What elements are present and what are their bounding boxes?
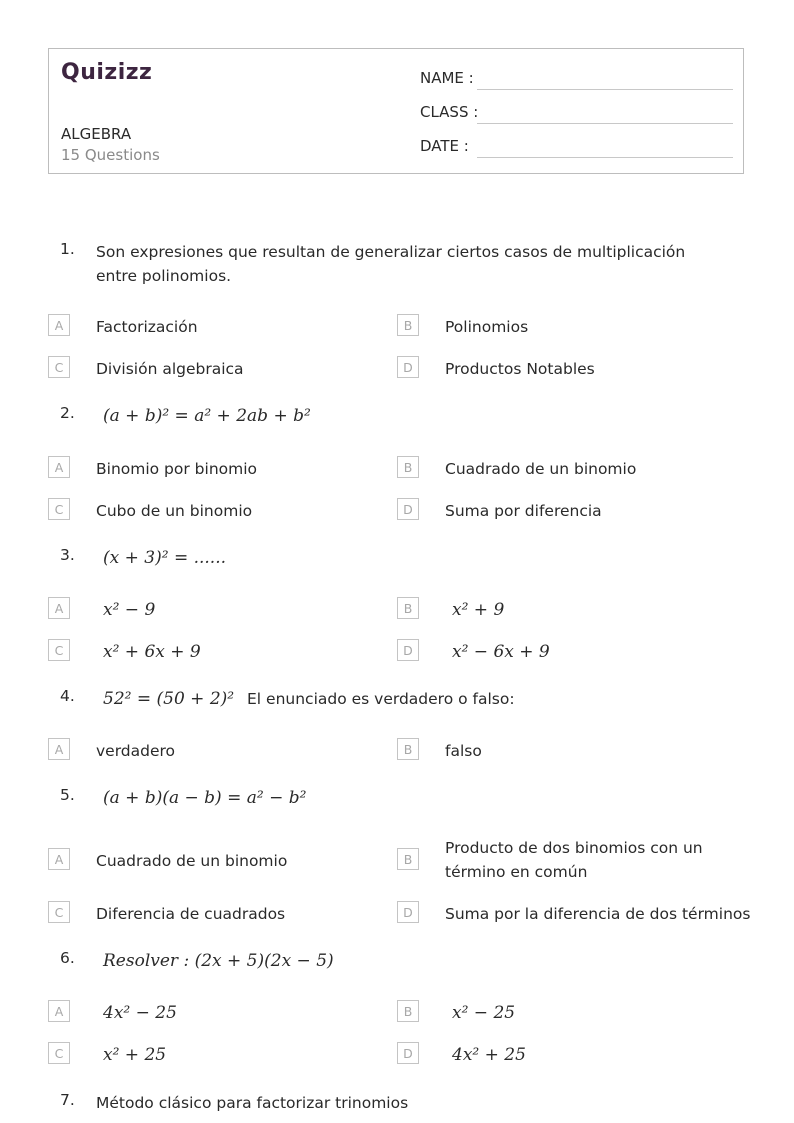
option-text: División algebraica (96, 360, 244, 378)
question-formula: (a + b)(a − b) = a² − b² (103, 788, 307, 808)
question-number: 3. (60, 546, 75, 564)
option-text: Suma por la diferencia de dos términos (445, 905, 751, 923)
option-text: Suma por diferencia (445, 502, 602, 520)
option-formula: x² − 9 (103, 600, 156, 620)
option-letter: B (397, 738, 419, 760)
question-text: Son expresiones que resultan de generalizar ciertos casos de multiplicación entre polinomios. (96, 243, 686, 285)
option-text: Diferencia de cuadrados (96, 905, 286, 923)
option-text: Productos Notables (445, 360, 595, 378)
question-count: 15 Questions (61, 146, 160, 164)
option-letter: A (48, 738, 70, 760)
question-number: 5. (60, 786, 75, 804)
option-letter: D (397, 498, 419, 520)
option-letter: D (397, 1042, 419, 1064)
option-letter: C (48, 498, 70, 520)
option-text: Cuadrado de un binomio (96, 852, 288, 870)
option-letter: B (397, 314, 419, 336)
question-statement: El enunciado es verdadero o falso: (247, 690, 515, 708)
name-field[interactable] (420, 69, 733, 91)
option-letter: B (397, 456, 419, 478)
option-text: Factorización (96, 318, 198, 336)
question-formula: (x + 3)² = ...... (103, 548, 227, 568)
name-label: NAME : (420, 69, 474, 87)
quizizz-logo: Quizizz (61, 59, 153, 85)
option-formula: x² + 6x + 9 (103, 642, 201, 662)
option-text: Cuadrado de un binomio (445, 460, 637, 478)
question-number: 6. (60, 949, 75, 967)
option-letter: D (397, 356, 419, 378)
option-letter: D (397, 639, 419, 661)
name-line[interactable] (477, 89, 733, 90)
option-formula: x² − 6x + 9 (452, 642, 550, 662)
date-field[interactable] (420, 137, 733, 159)
subject-title: ALGEBRA (61, 125, 132, 143)
question-number: 7. (60, 1091, 75, 1109)
class-field[interactable] (420, 103, 733, 125)
worksheet-header (48, 48, 744, 174)
question-number: 2. (60, 404, 75, 422)
option-letter: C (48, 901, 70, 923)
question-formula: 52² = (50 + 2)² (103, 689, 235, 709)
question-formula: (a + b)² = a² + 2ab + b² (103, 406, 311, 426)
option-formula: x² + 25 (103, 1045, 167, 1065)
option-formula: 4x² + 25 (452, 1045, 526, 1065)
date-label: DATE : (420, 137, 469, 155)
option-text: Polinomios (445, 318, 529, 336)
option-letter: C (48, 356, 70, 378)
option-letter: A (48, 1000, 70, 1022)
question-number: 4. (60, 687, 75, 705)
option-formula: x² + 9 (452, 600, 505, 620)
option-letter: A (48, 597, 70, 619)
option-text: Producto de dos binomios con un término en común (445, 839, 703, 881)
option-text: falso (445, 742, 482, 760)
option-letter: D (397, 901, 419, 923)
option-text: Cubo de un binomio (96, 502, 253, 520)
option-letter: A (48, 456, 70, 478)
option-letter: C (48, 1042, 70, 1064)
option-letter: C (48, 639, 70, 661)
option-letter: B (397, 1000, 419, 1022)
option-letter: A (48, 848, 70, 870)
option-letter: B (397, 848, 419, 870)
question-formula: Resolver : (2x + 5)(2x − 5) (103, 951, 334, 971)
option-formula: 4x² − 25 (103, 1003, 177, 1023)
option-letter: A (48, 314, 70, 336)
question-text (103, 687, 723, 711)
option-formula: x² − 25 (452, 1003, 516, 1023)
class-label: CLASS : (420, 103, 479, 121)
question-text: Método clásico para factorizar trinomios (96, 1094, 409, 1112)
option-text: verdadero (96, 742, 176, 760)
date-line[interactable] (477, 157, 733, 158)
class-line[interactable] (477, 123, 733, 124)
option-text: Binomio por binomio (96, 460, 258, 478)
question-number: 1. (60, 240, 75, 258)
option-letter: B (397, 597, 419, 619)
